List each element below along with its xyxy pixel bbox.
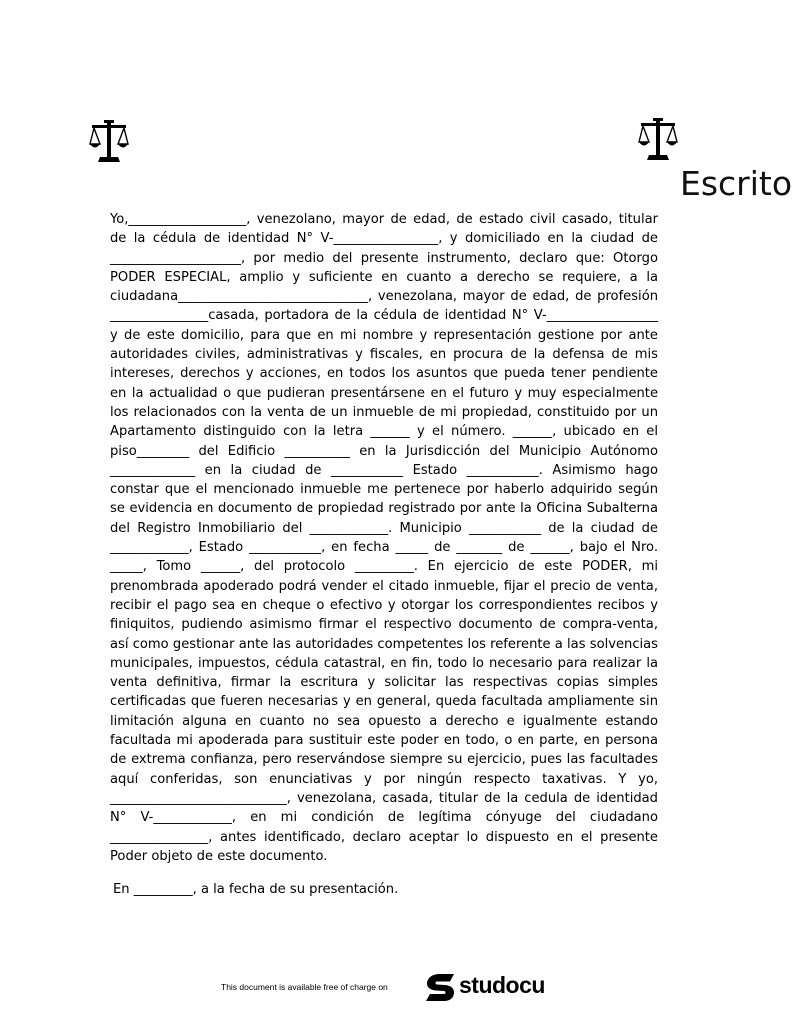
closing-line: En _________, a la fecha de su presentación. [113, 882, 399, 897]
body-paragraph: Yo,__________________, venezolano, mayor de edad, de estado civil casado, titular de la cédula de identidad N° V-________________, y domiciliado en la ciudad de ____________________, por medio del presente instrumento, declaro que: Otorgo PODER ESPECIAL, amplio y suficiente en cuanto a derecho se requiere, a la ciudadana_____________________________, venezolana, mayor de edad, de profesión _______________casada, portadora de la cédula de identidad N° V-_________________ y de este domicilio, para que en mi nombre y representación gestione por ante autoridades civiles, administrativas y fiscales, en procura de la defensa de mis intereses, derechos y acciones, en todos los asuntos que pueda tener pendiente en la actualidad o que pudieran presentársene en el futuro y muy especialmente los relacionados con la venta de un inmueble de mi propiedad, constituido por un Apartamento distinguido con la letra ______ y el número. ______, ubicado en el piso________ del Edificio __________ en la Jurisdicción del Municipio Autónomo _____________ en la ciudad de ___________ Estado ___________. Asimismo hago constar que el mencionado inmueble me pertenece por haberlo adquirido según se evidencia en documento de propiedad registrado por ante la Oficina Subalterna del Registro Inmobiliario del ____________. Municipio ___________ de la ciudad de ____________, Estado ___________, en fecha _____ de _______ de ______, bajo el Nro. _____, Tomo ______, del protocolo _________. En ejercicio de este PODER, mi prenombrada apoderado podrá vender el citado inmueble, fijar el precio de venta, recibir el pago sea en cheque o efectivo y otorgar los correspondientes recibos y finiquitos, pudiendo asimismo firmar el respectivo documento de compra-venta, así como gestionar ante las autoridades competentes los referente a las solvencias municipales, impuestos, cédula catastral, en fin, todo lo necesario para realizar la venta definitiva, firmar la escritura y solicitar las respectivas copias simples certificadas que fueren necesarias y en general, queda facultada ampliamente sin limitación alguna en cuanto no sea opuesto a derecho e igualmente estando facultada mi apoderada para sustituir este poder en todo, o en parte, en persona de extrema confianza, pero reservándose siempre su ejercicio, pues las facultades aquí conferidas, son enunciativas y por ningún respecto taxativas. Y yo, ___________________________, venezolana, casada, titular de la cedula de identidad N° V-____________, en mi condición de legítima cónyuge del ciudadano _______________, antes identificado, declaro aceptar lo dispuesto en el presente Poder objeto de este documento. [110, 212, 658, 864]
footer-note: This document is available free of charge on [221, 982, 388, 992]
scales-of-justice-icon [639, 118, 677, 162]
corner-heading-word: Escrito [680, 164, 792, 203]
document-body [110, 210, 658, 866]
studocu-brand: studocu [459, 972, 545, 998]
footer-banner[interactable] [0, 966, 768, 1010]
scales-of-justice-icon [90, 120, 128, 164]
studocu-logo-icon [424, 973, 456, 1003]
